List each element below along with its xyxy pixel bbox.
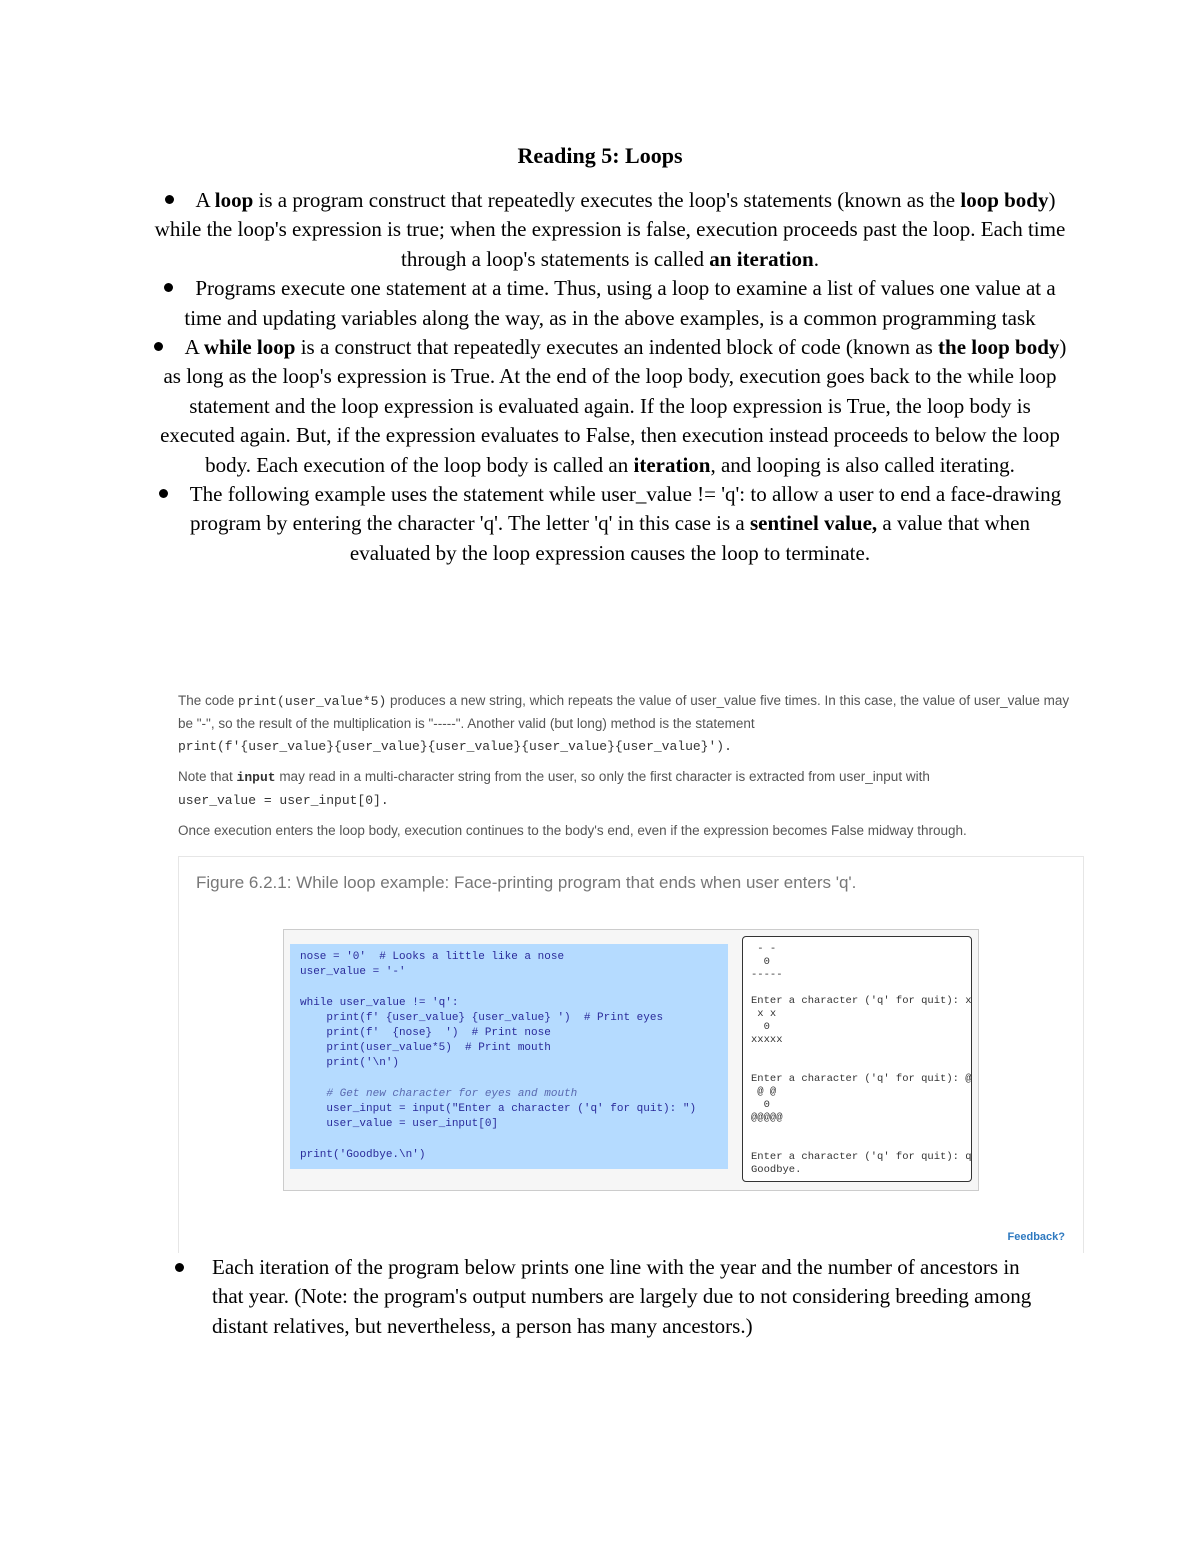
console-line: - - <box>751 943 777 955</box>
code-line: nose = '0' # Looks a little like a nose <box>300 951 565 963</box>
code-line: user_value = '-' <box>300 966 406 979</box>
code-panel <box>290 944 728 1169</box>
console-line <box>751 1125 971 1138</box>
explanation-print-multiply: The code print(user_value*5) produces a new string, which repeats the value of user_value five times. In this case, the value of user_value may be "-", so the result of the multiplication is "-----". Another valid (but long) method is the statement print(f'{user_value}{user_value}{user_value}{user_value}{user_value}'). <box>178 693 1070 754</box>
console-line: Goodbye. <box>751 1164 802 1176</box>
console-line: Enter a character ('q' for quit): x <box>751 995 972 1007</box>
figure-caption: Figure 6.2.1: While loop example: Face-printing program that ends when user enters 'q'. <box>196 873 857 892</box>
bullet-loop-definition: A loop is a program construct that repeatedly executes the loop's statements (known as the loop body) while the loop's expression is true; when the expression is false, execution proceeds past the loop. Each time through a loop's statements is called an iteration. <box>154 188 1066 271</box>
code-line <box>300 980 728 995</box>
console-line <box>751 982 971 995</box>
explanation-loop-body: Once execution enters the loop body, execution continues to the body's end, even if the expression becomes False midway through. <box>178 823 967 838</box>
console-line <box>751 1060 971 1073</box>
code-line: print('Goodbye.\n') <box>300 1148 426 1161</box>
feedback-link[interactable]: Feedback? <box>1007 1231 1065 1243</box>
bullet-icon <box>164 283 173 292</box>
embedded-explanation <box>178 690 1084 850</box>
code-line: print(f' {user_value} {user_value} ') # Print eyes <box>300 1011 664 1024</box>
code-line <box>300 1072 728 1087</box>
code-line: user_input = input("Enter a character ('q' for quit): ") <box>300 1103 697 1115</box>
console-line: @ @ <box>751 1086 777 1098</box>
code-line: print(user_value*5) # Print mouth <box>300 1042 551 1055</box>
bullet-icon <box>165 195 174 204</box>
console-output-panel <box>742 936 972 1182</box>
console-line <box>751 1138 971 1151</box>
code-line: while user_value != 'q': <box>300 996 459 1009</box>
code-line: print('\n') <box>300 1057 400 1070</box>
console-line: 0 <box>751 956 770 968</box>
console-line: ----- <box>751 969 783 981</box>
bullet-programs-execute: Programs execute one statement at a time. Thus, using a loop to examine a list of values one value at a time and updating variables along the way, as in the above examples, is a common programming task <box>150 274 1070 333</box>
console-line: x x <box>751 1008 777 1020</box>
console-line: Enter a character ('q' for quit): @ <box>751 1073 972 1085</box>
bullet-sentinel-value: The following example uses the statement while user_value != 'q': to allow a user to end a face-drawing program by entering the character 'q'. The letter 'q' in this case is a sentinel value, a value that when evaluated by the loop expression causes the loop to terminate. <box>150 480 1070 568</box>
console-line: 0 <box>751 1021 770 1033</box>
console-line: Enter a character ('q' for quit): q <box>751 1151 972 1163</box>
console-line: @@@@@ <box>751 1112 783 1124</box>
code-line: print(f' {nose} ') # Print nose <box>300 1027 551 1039</box>
bullet-ancestors: Each iteration of the program below prints one line with the year and the number of ancestors in that year. (Note: the program's output numbers are largely due to not considering breeding among distant relatives, but nevertheless, a person has many ancestors.) <box>172 1253 1032 1341</box>
bullet-icon <box>175 1263 184 1272</box>
console-line: 0 <box>751 1099 770 1111</box>
secondary-bullet-list <box>172 1253 1032 1341</box>
main-bullet-list <box>150 186 1070 568</box>
page-title: Reading 5: Loops <box>517 143 683 168</box>
console-line <box>751 1047 971 1060</box>
code-line: # Get new character for eyes and mouth <box>300 1087 578 1100</box>
figure-while-loop-example <box>178 856 1084 1253</box>
console-line: xxxxx <box>751 1034 783 1046</box>
bullet-while-loop: A while loop is a construct that repeatedly executes an indented block of code (known as the loop body) as long as the loop's expression is True. At the end of the loop body, execution goes back to the while loop statement and the loop expression is evaluated again. If the loop expression is True, the loop body is executed again. But, if the expression evaluates to False, then execution instead proceeds to below the loop body. Each execution of the loop body is called an iteration, and looping is also called iterating. <box>150 333 1070 480</box>
code-frame <box>283 929 979 1191</box>
code-line: user_value = user_input[0] <box>300 1118 499 1131</box>
bullet-icon <box>154 342 163 351</box>
bullet-icon <box>159 489 168 498</box>
explanation-input-note: Note that input may read in a multi-character string from the user, so only the first character is extracted from user_input with user_value = user_input[0]. <box>178 769 930 808</box>
code-line <box>300 1132 728 1147</box>
